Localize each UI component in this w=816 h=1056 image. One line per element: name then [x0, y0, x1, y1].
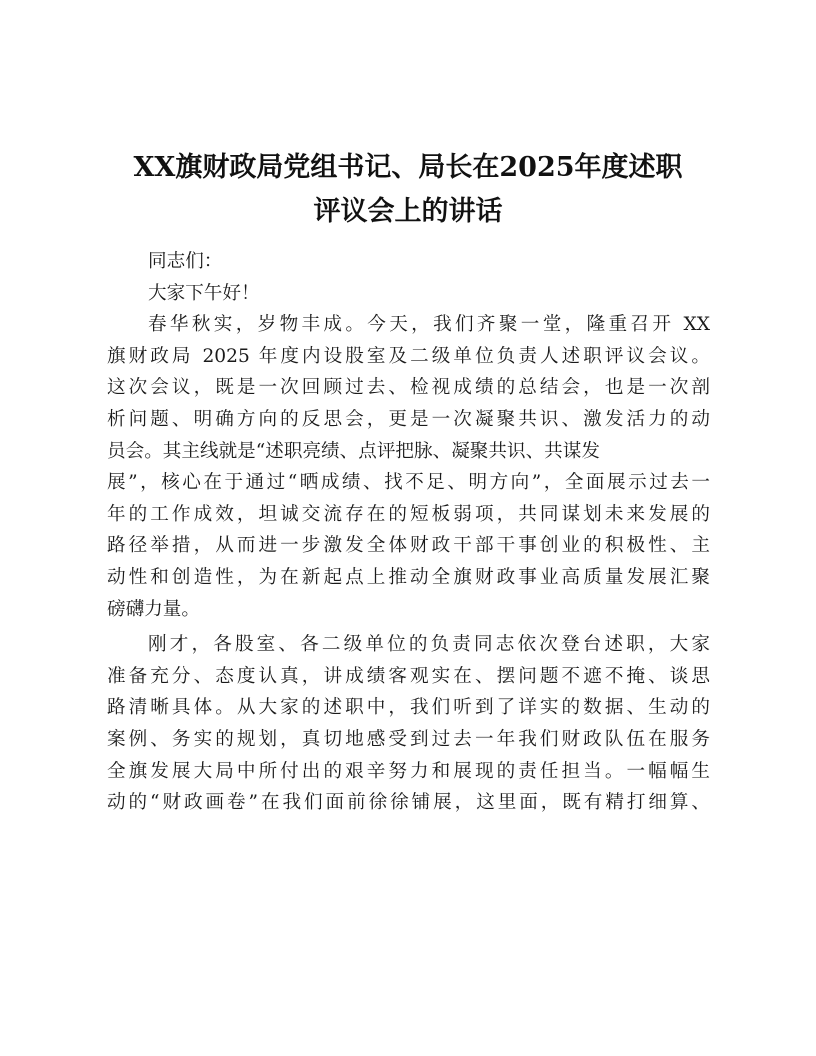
title-line: XX旗财政局党组书记、局长在2025年度述职: [133, 152, 683, 183]
title-line: 评议会上的讲话: [313, 196, 503, 227]
paragraph-line: 员会。其主线就是“述职亮绩、点评把脉、凝聚共识、共谋发: [107, 440, 600, 462]
greeting: 大家下午好！: [148, 282, 260, 304]
paragraph-line: 析问题、明确方向的反思会，更是一次凝聚共识、激发活力的动: [107, 408, 710, 430]
paragraph-line: 刚才，各股室、各二级单位的负责同志依次登台述职，大家: [148, 634, 710, 656]
paragraph-line: 动的“财政画卷”在我们面前徐徐铺展，这里面，既有精打细算、: [107, 792, 710, 814]
paragraph-line: 动性和创造性，为在新起点上推动全旗财政事业高质量发展汇聚: [107, 566, 710, 588]
paragraph-line: 展”，核心在于通过“晒成绩、找不足、明方向”，全面展示过去一: [107, 472, 710, 494]
paragraph-line: 路径举措，从而进一步激发全体财政干部干事创业的积极性、主: [107, 535, 710, 557]
paragraph-line: 路清晰具体。从大家的述职中，我们听到了详实的数据、生动的: [107, 697, 710, 719]
document-body: [107, 246, 710, 819]
paragraph-line: 案例、务实的规划，真切地感受到过去一年我们财政队伍在服务: [107, 728, 710, 750]
salutation: 同志们：: [148, 251, 223, 272]
paragraph-line: 年的工作成效，坦诚交流存在的短板弱项，共同谋划未来发展的: [107, 503, 710, 525]
paragraph-line: 磅礴力量。: [107, 598, 200, 620]
paragraph-line: 准备充分、态度认真，讲成绩客观实在、摆问题不遮不掩、谈思: [107, 665, 710, 687]
paragraph-line: 旗财政局 2025 年度内设股室及二级单位负责人述职评议会议。: [107, 345, 710, 367]
paragraph-line: 春华秋实，岁物丰成。今天，我们齐聚一堂，隆重召开 XX: [148, 314, 710, 336]
paragraph-line: 全旗发展大局中所付出的艰辛努力和展现的责任担当。一幅幅生: [107, 760, 710, 782]
document-title: [100, 146, 716, 234]
paragraph-line: 这次会议，既是一次回顾过去、检视成绩的总结会，也是一次剖: [107, 377, 710, 399]
